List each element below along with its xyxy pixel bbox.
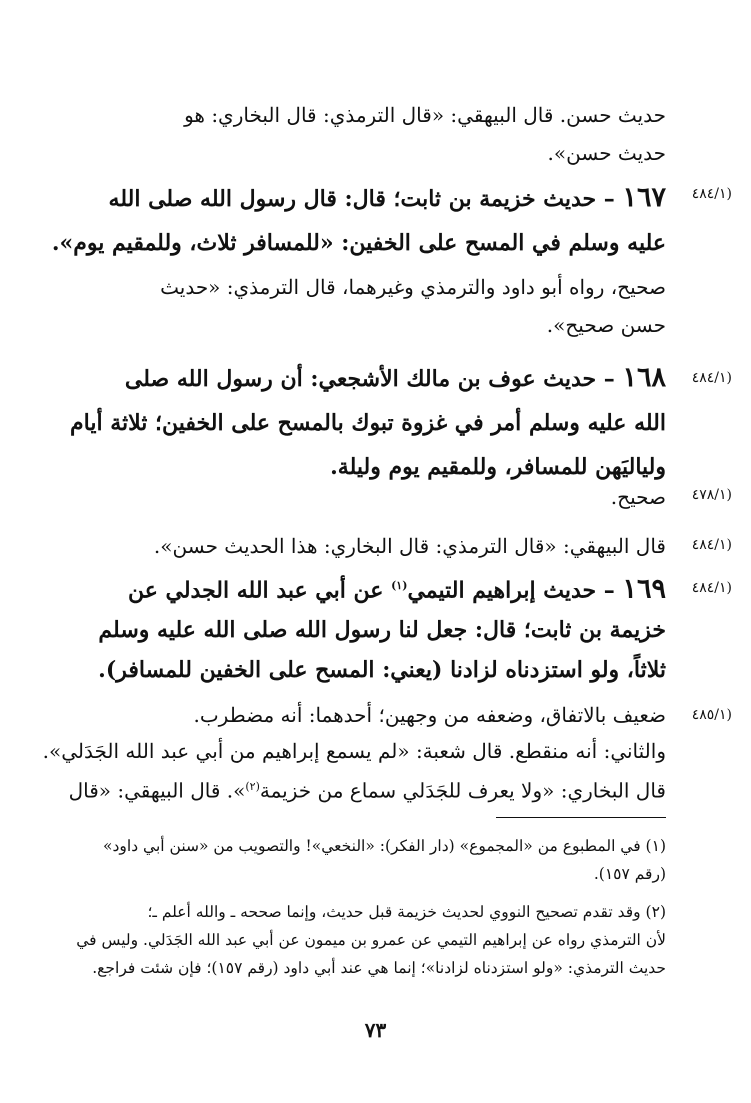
text-line: عليه وسلم في المسح على الخفين: «للمسافر ثلاث، وللمقيم يوم». [51,230,666,256]
hadith-number: ١٦٩ [622,573,666,605]
footnote-line: لأن الترمذي رواه عن إبراهيم التيمي عن عمرو بن ميمون عن أبي عبد الله الجَدَلي. وليس في [76,931,666,949]
hadith-167 [51,176,666,265]
text-line [98,356,666,401]
text-line: حديث حسن. قال البيهقي: «قال الترمذي: قال البخاري: هو [184,103,666,127]
text-line: الله عليه وسلم أمر في غزوة تبوك بالمسح على الخفين؛ ثلاثة أيام [70,410,666,436]
hadith-number: ١٦٧ [622,182,666,213]
text-line: قال البيهقي: «قال الترمذي: قال البخاري: هذا الحديث حسن». [153,534,666,558]
reference: (٤٨٤/١ [691,186,732,202]
text-segment: قال البخاري: «ولا يعرف للجَدَلي سماع من خزيمة [259,778,666,803]
hadith-number: ١٦٨ [622,362,666,393]
hadith-text: عن أبي عبد الله الجدلي عن [127,577,384,604]
page-number: ٧٣ [364,1018,387,1042]
footnote-1 [98,832,666,888]
text-line: صحيح. [610,485,666,509]
text-line: حديث حسن». [547,141,666,165]
text-block [98,478,666,516]
reference: (٤٨٤/١ [691,580,732,596]
footnote-line: (٢) وقد تقدم تصحيح النووي لحديث خزيمة قبل حديث، وإنما صححه ـ والله أعلم ـ؛ [147,903,666,921]
text-block [98,96,666,172]
text-block [42,697,666,809]
reference: (٤٧٨/١ [691,487,732,503]
footnote-marker[interactable]: (١) [391,579,408,592]
text-line: ضعيف بالاتفاق، وضعفه من وجهين؛ أحدهما: أنه مضطرب. [193,703,666,727]
text-line: ثلاثاً، ولو استزدناه لزادنا (يعني: المسح على الخفين للمسافر). [98,657,666,684]
footnote-2 [76,898,666,982]
hadith-169 [98,566,666,690]
text-line: ولياليَهن للمسافر، وللمقيم يوم وليلة. [330,454,666,480]
text-segment: ». قال البيهقي: «قال [68,778,246,803]
reference: (٤٨٤/١ [691,370,732,386]
footnote-line: (رقم ١٥٧). [593,865,666,883]
text-line [98,566,666,610]
text-line: حسن صحيح». [546,313,666,337]
text-line: صحيح، رواه أبو داود والترمذي وغيرهما، قال الترمذي: «حديث [160,275,666,299]
text-line: خزيمة بن ثابت؛ قال: جعل لنا رسول الله صلى الله عليه وسلم [98,617,666,644]
footnote-divider [496,817,666,818]
footnote-marker[interactable]: (٢) [245,780,260,793]
footnote-line: (١) في المطبوع من «المجموع» (دار الفكر): «النخعي»! والتصويب من «سنن أبي داود» [103,837,666,855]
hadith-text: – حديث إبراهيم التيمي [407,577,615,604]
text-line [68,769,666,809]
text-line [98,176,666,221]
reference: (٤٨٤/١ [691,537,732,553]
footnote-line: حديث الترمذي: «ولو استزدناه لزادنا»؛ إنما هي عند أبي داود (رقم ١٥٧)؛ فإن شئت فراجع. [92,959,666,977]
hadith-text: – حديث عوف بن مالك الأشجعي: أن رسول الله صلى [124,366,615,392]
text-block [98,527,666,565]
text-block [98,268,666,344]
hadith-text: – حديث خزيمة بن ثابت؛ قال: قال رسول الله صلى الله [108,186,615,212]
reference: (٤٨٥/١ [691,707,732,723]
text-line: والثاني: أنه منقطع. قال شعبة: «لم يسمع إبراهيم من أبي عبد الله الجَدَلي». [42,739,666,763]
hadith-168 [70,356,666,489]
